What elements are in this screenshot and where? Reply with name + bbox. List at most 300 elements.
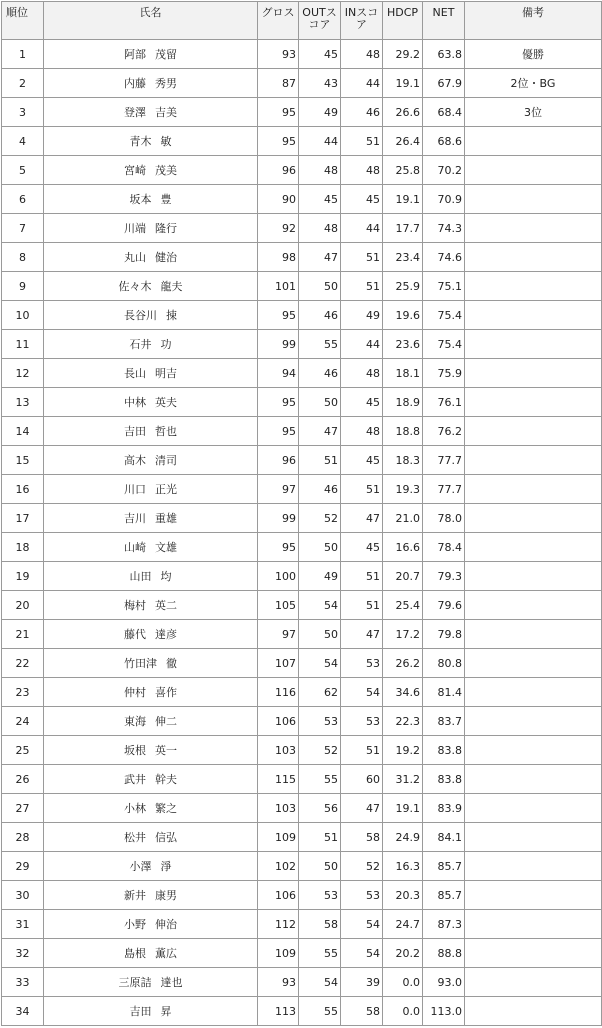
out-score-cell: 46 (299, 301, 341, 330)
given-name: 均 (160, 570, 172, 583)
gross-cell: 95 (258, 127, 299, 156)
net-cell: 67.9 (423, 69, 465, 98)
out-score-cell: 46 (299, 475, 341, 504)
hdcp-cell: 16.6 (383, 533, 423, 562)
name-cell (44, 127, 258, 156)
name-cell (44, 823, 258, 852)
rank-cell: 31 (2, 910, 44, 939)
out-score-cell: 50 (299, 852, 341, 881)
surname: 青木 (129, 135, 152, 148)
in-score-cell: 60 (341, 765, 383, 794)
note-cell (465, 649, 602, 678)
rank-cell: 5 (2, 156, 44, 185)
name-cell (44, 243, 258, 272)
table-row (2, 620, 602, 649)
gross-cell: 95 (258, 388, 299, 417)
note-cell: 2位・BG (465, 69, 602, 98)
name-cell (44, 214, 258, 243)
gross-cell: 95 (258, 533, 299, 562)
header-gross: グロス (258, 2, 299, 40)
given-name: 伸治 (155, 918, 177, 931)
surname: 吉田 (129, 1005, 152, 1018)
name-cell (44, 40, 258, 69)
in-score-cell: 53 (341, 881, 383, 910)
given-name: 徹 (166, 657, 177, 670)
table-row (2, 881, 602, 910)
net-cell: 77.7 (423, 446, 465, 475)
surname: 小林 (124, 802, 146, 815)
net-cell: 79.8 (423, 620, 465, 649)
note-cell (465, 678, 602, 707)
net-cell: 70.9 (423, 185, 465, 214)
in-score-cell: 48 (341, 156, 383, 185)
net-cell: 84.1 (423, 823, 465, 852)
name-cell (44, 620, 258, 649)
given-name: 達彦 (155, 628, 177, 641)
in-score-cell: 45 (341, 533, 383, 562)
gross-cell: 87 (258, 69, 299, 98)
gross-cell: 96 (258, 156, 299, 185)
surname: 中林 (124, 396, 146, 409)
net-cell: 75.4 (423, 330, 465, 359)
gross-cell: 100 (258, 562, 299, 591)
gross-cell: 93 (258, 968, 299, 997)
table-row (2, 388, 602, 417)
hdcp-cell: 26.2 (383, 649, 423, 678)
out-score-cell: 58 (299, 910, 341, 939)
rank-cell: 16 (2, 475, 44, 504)
rank-cell: 30 (2, 881, 44, 910)
note-cell (465, 417, 602, 446)
gross-cell: 97 (258, 620, 299, 649)
table-row (2, 330, 602, 359)
in-score-cell: 39 (341, 968, 383, 997)
gross-cell: 115 (258, 765, 299, 794)
net-cell: 76.2 (423, 417, 465, 446)
note-cell (465, 475, 602, 504)
in-score-cell: 45 (341, 388, 383, 417)
given-name: 敏 (160, 135, 172, 148)
name-cell (44, 707, 258, 736)
out-score-cell: 50 (299, 533, 341, 562)
out-score-cell: 44 (299, 127, 341, 156)
net-cell: 113.0 (423, 997, 465, 1026)
out-score-cell: 53 (299, 707, 341, 736)
rank-cell: 10 (2, 301, 44, 330)
results-table (1, 1, 602, 1026)
net-cell: 85.7 (423, 881, 465, 910)
surname: 梅村 (124, 599, 146, 612)
net-cell: 78.0 (423, 504, 465, 533)
gross-cell: 99 (258, 330, 299, 359)
out-score-cell: 43 (299, 69, 341, 98)
out-score-cell: 45 (299, 185, 341, 214)
net-cell: 79.6 (423, 591, 465, 620)
surname: 川端 (124, 222, 146, 235)
rank-cell: 29 (2, 852, 44, 881)
given-name: 昇 (160, 1005, 172, 1018)
rank-cell: 19 (2, 562, 44, 591)
table-row (2, 185, 602, 214)
surname: 島根 (124, 947, 146, 960)
table-row (2, 359, 602, 388)
table-row (2, 562, 602, 591)
gross-cell: 101 (258, 272, 299, 301)
note-cell (465, 388, 602, 417)
out-score-cell: 49 (299, 98, 341, 127)
name-cell (44, 678, 258, 707)
note-cell (465, 823, 602, 852)
gross-cell: 92 (258, 214, 299, 243)
table-row (2, 301, 602, 330)
name-cell (44, 475, 258, 504)
net-cell: 75.9 (423, 359, 465, 388)
name-cell (44, 504, 258, 533)
rank-cell: 11 (2, 330, 44, 359)
table-header (2, 2, 602, 40)
table-row (2, 98, 602, 127)
hdcp-cell: 23.6 (383, 330, 423, 359)
hdcp-cell: 25.4 (383, 591, 423, 620)
name-cell (44, 765, 258, 794)
out-score-cell: 49 (299, 562, 341, 591)
in-score-cell: 53 (341, 707, 383, 736)
in-score-cell: 58 (341, 823, 383, 852)
surname: 小野 (124, 918, 146, 931)
in-score-cell: 48 (341, 417, 383, 446)
in-score-cell: 51 (341, 243, 383, 272)
hdcp-cell: 25.8 (383, 156, 423, 185)
gross-cell: 116 (258, 678, 299, 707)
table-row (2, 649, 602, 678)
out-score-cell: 45 (299, 40, 341, 69)
given-name: 秀男 (155, 77, 177, 90)
header-net: NET (423, 2, 465, 40)
out-score-cell: 46 (299, 359, 341, 388)
name-cell (44, 997, 258, 1026)
note-cell (465, 359, 602, 388)
given-name: 龍夫 (160, 280, 183, 293)
rank-cell: 9 (2, 272, 44, 301)
surname: 内藤 (124, 77, 146, 90)
net-cell: 93.0 (423, 968, 465, 997)
rank-cell: 25 (2, 736, 44, 765)
net-cell: 83.8 (423, 765, 465, 794)
surname: 三原詰 (118, 976, 152, 989)
table-row (2, 823, 602, 852)
surname: 仲村 (124, 686, 146, 699)
hdcp-cell: 20.2 (383, 939, 423, 968)
given-name: 達也 (160, 976, 183, 989)
hdcp-cell: 16.3 (383, 852, 423, 881)
name-cell (44, 330, 258, 359)
gross-cell: 90 (258, 185, 299, 214)
rank-cell: 6 (2, 185, 44, 214)
gross-cell: 95 (258, 98, 299, 127)
given-name: 英夫 (155, 396, 177, 409)
given-name: 重雄 (155, 512, 177, 525)
table-row (2, 446, 602, 475)
hdcp-cell: 18.1 (383, 359, 423, 388)
gross-cell: 99 (258, 504, 299, 533)
given-name: 繁之 (155, 802, 177, 815)
net-cell: 87.3 (423, 910, 465, 939)
note-cell (465, 852, 602, 881)
header-in-score: INスコア (341, 2, 383, 40)
net-cell: 76.1 (423, 388, 465, 417)
surname: 山崎 (124, 541, 146, 554)
name-cell (44, 852, 258, 881)
note-cell (465, 968, 602, 997)
in-score-cell: 44 (341, 330, 383, 359)
in-score-cell: 58 (341, 997, 383, 1026)
note-cell (465, 591, 602, 620)
surname: 東海 (124, 715, 146, 728)
surname: 武井 (124, 773, 146, 786)
rank-cell: 14 (2, 417, 44, 446)
in-score-cell: 45 (341, 185, 383, 214)
rank-cell: 22 (2, 649, 44, 678)
hdcp-cell: 21.0 (383, 504, 423, 533)
note-cell (465, 736, 602, 765)
name-cell (44, 736, 258, 765)
given-name: 捒 (166, 309, 177, 322)
hdcp-cell: 0.0 (383, 968, 423, 997)
header-name: 氏名 (44, 2, 258, 40)
hdcp-cell: 18.3 (383, 446, 423, 475)
rank-cell: 28 (2, 823, 44, 852)
table-row (2, 678, 602, 707)
out-score-cell: 52 (299, 736, 341, 765)
out-score-cell: 56 (299, 794, 341, 823)
out-score-cell: 54 (299, 968, 341, 997)
net-cell: 77.7 (423, 475, 465, 504)
rank-cell: 20 (2, 591, 44, 620)
hdcp-cell: 20.7 (383, 562, 423, 591)
name-cell (44, 881, 258, 910)
surname: 佐々木 (118, 280, 152, 293)
rank-cell: 21 (2, 620, 44, 649)
note-cell (465, 446, 602, 475)
in-score-cell: 51 (341, 475, 383, 504)
given-name: 康男 (155, 889, 177, 902)
given-name: 喜作 (155, 686, 177, 699)
table-row (2, 852, 602, 881)
in-score-cell: 54 (341, 678, 383, 707)
rank-cell: 27 (2, 794, 44, 823)
gross-cell: 113 (258, 997, 299, 1026)
table-row (2, 968, 602, 997)
out-score-cell: 55 (299, 330, 341, 359)
name-cell (44, 301, 258, 330)
net-cell: 85.7 (423, 852, 465, 881)
note-cell (465, 794, 602, 823)
out-score-cell: 47 (299, 243, 341, 272)
note-cell (465, 330, 602, 359)
surname: 登澤 (124, 106, 146, 119)
surname: 松井 (124, 831, 146, 844)
given-name: 茂留 (155, 48, 177, 61)
header-row (2, 2, 602, 40)
name-cell (44, 446, 258, 475)
hdcp-cell: 19.2 (383, 736, 423, 765)
hdcp-cell: 19.6 (383, 301, 423, 330)
in-score-cell: 47 (341, 504, 383, 533)
gross-cell: 109 (258, 939, 299, 968)
table-body (2, 40, 602, 1026)
table-row (2, 417, 602, 446)
in-score-cell: 54 (341, 910, 383, 939)
hdcp-cell: 24.9 (383, 823, 423, 852)
surname: 小澤 (129, 860, 152, 873)
in-score-cell: 54 (341, 939, 383, 968)
note-cell (465, 214, 602, 243)
note-cell (465, 939, 602, 968)
note-cell (465, 243, 602, 272)
note-cell (465, 765, 602, 794)
name-cell (44, 359, 258, 388)
hdcp-cell: 23.4 (383, 243, 423, 272)
given-name: 信弘 (155, 831, 177, 844)
note-cell (465, 127, 602, 156)
in-score-cell: 53 (341, 649, 383, 678)
note-cell (465, 881, 602, 910)
net-cell: 83.9 (423, 794, 465, 823)
net-cell: 70.2 (423, 156, 465, 185)
rank-cell: 24 (2, 707, 44, 736)
in-score-cell: 51 (341, 127, 383, 156)
note-cell (465, 185, 602, 214)
given-name: 健治 (155, 251, 177, 264)
in-score-cell: 49 (341, 301, 383, 330)
gross-cell: 105 (258, 591, 299, 620)
hdcp-cell: 18.8 (383, 417, 423, 446)
rank-cell: 33 (2, 968, 44, 997)
in-score-cell: 44 (341, 214, 383, 243)
gross-cell: 103 (258, 736, 299, 765)
name-cell (44, 649, 258, 678)
in-score-cell: 48 (341, 40, 383, 69)
net-cell: 74.3 (423, 214, 465, 243)
net-cell: 68.4 (423, 98, 465, 127)
rank-cell: 3 (2, 98, 44, 127)
hdcp-cell: 31.2 (383, 765, 423, 794)
given-name: 文雄 (155, 541, 177, 554)
hdcp-cell: 19.1 (383, 69, 423, 98)
given-name: 哲也 (155, 425, 177, 438)
net-cell: 78.4 (423, 533, 465, 562)
in-score-cell: 51 (341, 591, 383, 620)
rank-cell: 4 (2, 127, 44, 156)
table-row (2, 939, 602, 968)
name-cell (44, 939, 258, 968)
in-score-cell: 48 (341, 359, 383, 388)
given-name: 伸二 (155, 715, 177, 728)
surname: 高木 (124, 454, 146, 467)
gross-cell: 98 (258, 243, 299, 272)
note-cell: 優勝 (465, 40, 602, 69)
name-cell (44, 69, 258, 98)
note-cell (465, 707, 602, 736)
surname: 吉川 (124, 512, 146, 525)
given-name: 正光 (155, 483, 177, 496)
table-row (2, 69, 602, 98)
table-row (2, 40, 602, 69)
hdcp-cell: 25.9 (383, 272, 423, 301)
net-cell: 68.6 (423, 127, 465, 156)
name-cell (44, 98, 258, 127)
table-row (2, 736, 602, 765)
gross-cell: 109 (258, 823, 299, 852)
header-out-score: OUTスコア (299, 2, 341, 40)
surname: 宮崎 (124, 164, 146, 177)
in-score-cell: 45 (341, 446, 383, 475)
surname: 石井 (129, 338, 152, 351)
table-row (2, 272, 602, 301)
out-score-cell: 48 (299, 156, 341, 185)
in-score-cell: 47 (341, 794, 383, 823)
table-row (2, 214, 602, 243)
rank-cell: 1 (2, 40, 44, 69)
in-score-cell: 47 (341, 620, 383, 649)
out-score-cell: 51 (299, 446, 341, 475)
note-cell (465, 910, 602, 939)
header-hdcp: HDCP (383, 2, 423, 40)
out-score-cell: 48 (299, 214, 341, 243)
net-cell: 83.8 (423, 736, 465, 765)
table-row (2, 591, 602, 620)
given-name: 薫広 (155, 947, 177, 960)
out-score-cell: 54 (299, 649, 341, 678)
out-score-cell: 55 (299, 765, 341, 794)
rank-cell: 18 (2, 533, 44, 562)
table-row (2, 910, 602, 939)
net-cell: 63.8 (423, 40, 465, 69)
hdcp-cell: 19.1 (383, 185, 423, 214)
name-cell (44, 794, 258, 823)
name-cell (44, 591, 258, 620)
gross-cell: 94 (258, 359, 299, 388)
in-score-cell: 51 (341, 736, 383, 765)
table-row (2, 475, 602, 504)
rank-cell: 17 (2, 504, 44, 533)
net-cell: 83.7 (423, 707, 465, 736)
given-name: 英二 (155, 599, 177, 612)
gross-cell: 95 (258, 417, 299, 446)
table-row (2, 794, 602, 823)
out-score-cell: 51 (299, 823, 341, 852)
rank-cell: 7 (2, 214, 44, 243)
rank-cell: 32 (2, 939, 44, 968)
rank-cell: 2 (2, 69, 44, 98)
given-name: 隆行 (155, 222, 177, 235)
surname: 新井 (124, 889, 146, 902)
in-score-cell: 46 (341, 98, 383, 127)
surname: 吉田 (124, 425, 146, 438)
note-cell (465, 504, 602, 533)
net-cell: 81.4 (423, 678, 465, 707)
gross-cell: 106 (258, 881, 299, 910)
hdcp-cell: 18.9 (383, 388, 423, 417)
hdcp-cell: 34.6 (383, 678, 423, 707)
given-name: 吉美 (155, 106, 177, 119)
gross-cell: 112 (258, 910, 299, 939)
surname: 阿部 (124, 48, 146, 61)
out-score-cell: 55 (299, 939, 341, 968)
table-row (2, 127, 602, 156)
hdcp-cell: 0.0 (383, 997, 423, 1026)
surname: 坂本 (129, 193, 152, 206)
